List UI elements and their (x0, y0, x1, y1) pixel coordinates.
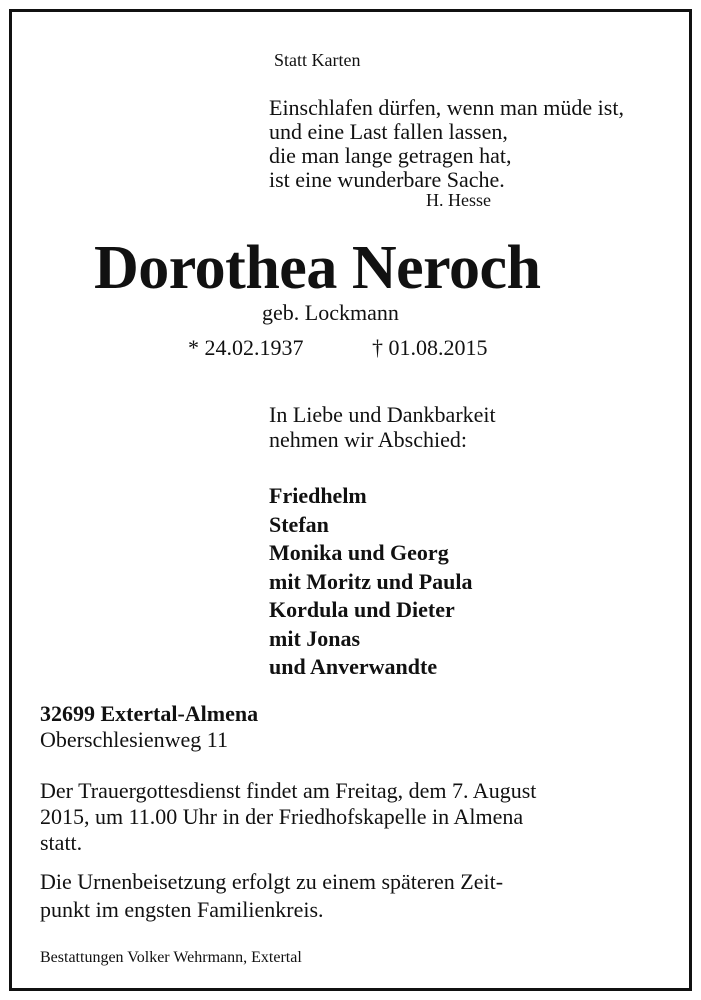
farewell-line: In Liebe und Dankbarkeit (269, 402, 496, 427)
death-date: † 01.08.2015 (372, 335, 488, 360)
mourner: und Anverwandte (269, 654, 438, 679)
undertaker: Bestattungen Volker Wehrmann, Extertal (40, 949, 302, 966)
poem-line: Einschlafen dürfen, wenn man müde ist, (269, 95, 624, 120)
mourner: Monika und Georg (269, 540, 449, 565)
service-line: Der Trauergottesdienst findet am Freitag, dem 7. August (40, 778, 537, 803)
poem-line: und eine Last fallen lassen, (269, 119, 508, 144)
mourner: Kordula und Dieter (269, 597, 455, 622)
urn-line: punkt im engsten Familienkreis. (40, 897, 324, 922)
service-line: 2015, um 11.00 Uhr in der Friedhofskapelle in Almena (40, 804, 524, 829)
service-info (40, 778, 536, 856)
poem-author: H. Hesse (426, 190, 491, 210)
birth-name: geb. Lockmann (262, 300, 399, 325)
statt-karten: Statt Karten (274, 50, 361, 70)
poem-line: die man lange getragen hat, (269, 143, 512, 168)
address-street: Oberschlesienweg 11 (40, 727, 228, 752)
urn-line: Die Urnenbeisetzung erfolgt zu einem späteren Zeit- (40, 869, 504, 894)
farewell-text (269, 402, 496, 452)
service-line: statt. (40, 830, 83, 855)
mourners-list (269, 482, 473, 682)
farewell-line: nehmen wir Abschied: (269, 427, 467, 452)
poem-line: ist eine wunderbare Sache. (269, 167, 505, 192)
poem (269, 96, 624, 192)
mourner: Friedhelm (269, 483, 367, 508)
mourner: mit Moritz und Paula (269, 568, 473, 594)
mourner: Stefan (269, 511, 329, 537)
address-city: 32699 Extertal-Almena (40, 701, 259, 726)
deceased-name: Dorothea Neroch (94, 234, 541, 302)
urn-info (40, 868, 503, 924)
mourner: mit Jonas (269, 625, 361, 651)
birth-date: * 24.02.1937 (188, 335, 304, 360)
